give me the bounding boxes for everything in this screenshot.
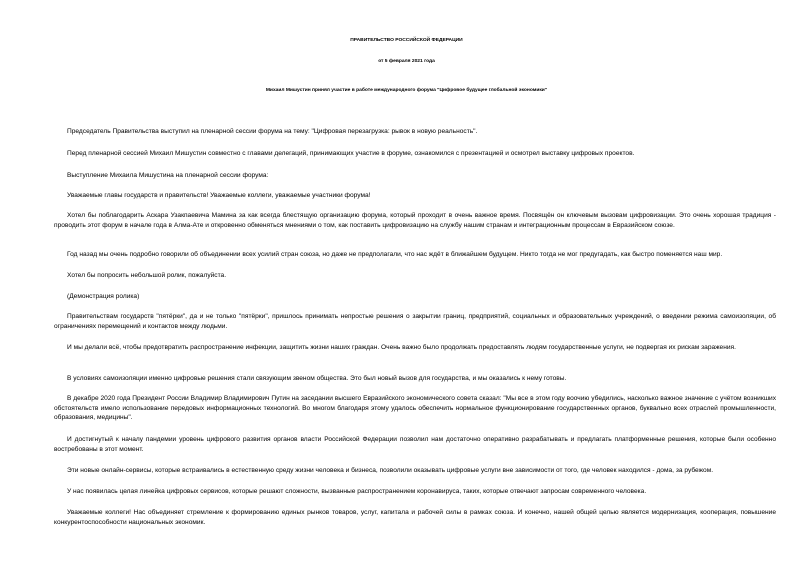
paragraph: Председатель Правительства выступил на пленарной сессии форума на тему: "Цифровая перезагрузка: рывок в новую реальность". bbox=[67, 128, 478, 135]
paragraph: В декабре 2020 года Президент России Владимир Владимирович Путин на заседании высшего Евразийского экономического совета сказал: "Мы все в этом году воочию убедились, насколько важное значение с учётом возникших обстоятельств имело использование передовых информационных технологий. Во многом благодаря этому удалось обеспечить нормальное функционирование государственных органов, буквально всех отраслей промышленности, образования, медицины". bbox=[54, 395, 776, 422]
paragraph: Уважаемые коллеги! Нас объединяет стремление к формированию единых рынков товаров, услуг, капитала и рабочей силы в рамках союза. И конечно, нашей общей целью является модернизация, кооперация, повышение конкурентоспособности национальных экономик. bbox=[54, 509, 776, 526]
paragraph: Год назад мы очень подробно говорили об объединении всех усилий стран союза, но даже не предполагали, что нас ждёт в ближайшем будущем. Никто тогда не мог предугадать, как быстро поменяется наш мир. bbox=[67, 251, 723, 258]
document-date: от 5 февраля 2021 года bbox=[378, 59, 435, 64]
paragraph: Эти новые онлайн-сервисы, которые встраивались в естественную среду жизни человека и бизнеса, позволили оказывать цифровые услуги вне зависимости от того, где человек находился - дома, за рубежом. bbox=[67, 467, 714, 474]
paragraph: Хотел бы поблагодарить Аскара Узакпаевича Мамина за как всегда блестящую организацию форума, который проходит в очень важное время. Посвящён он ключевым вызовам цифровизации. Это очень хорошая традиция - проводить этот форум в начале года в Алма-Ате и откровенно обменяться мнениями о том, как поставить цифровизацию на службу нашим странам и интеграционным процессам в Евразийском союзе. bbox=[54, 212, 776, 229]
document-title: Михаил Мишустин принял участие в работе международного форума "Цифровое будущее глобальной экономики" bbox=[265, 88, 548, 93]
paragraph: В условиях самоизоляции именно цифровые решения стали связующим звеном общества. Это был новый вызов для государства, и мы оказались к нему готовы. bbox=[67, 375, 567, 382]
paragraph: Уважаемые главы государств и правительств! Уважаемые коллеги, уважаемые участники форума! bbox=[67, 192, 371, 199]
paragraph: И достигнутый к началу пандемии уровень цифрового развития органов власти Российской Федерации позволил нам достаточно оперативно разрабатывать и предлагать платформенные решения, которые были особенно востребованы в этот момент. bbox=[54, 436, 776, 453]
document-body bbox=[54, 120, 776, 560]
paragraph: Правительствам государств "пятёрки", да и не только "пятёрки", пришлось принимать непростые решения о закрытии границ, предприятий, социальных и образовательных учреждений, о введении режима самоизоляции, об ограничениях перемещений и контактов между людьми. bbox=[54, 313, 776, 330]
organization-header: ПРАВИТЕЛЬСТВО РОССИЙСКОЙ ФЕДЕРАЦИИ bbox=[350, 38, 463, 43]
paragraph: (Демонстрация ролика) bbox=[67, 293, 140, 300]
paragraph: Перед пленарной сессией Михаил Мишустин совместно с главами делегаций, принимающих участие в форуме, ознакомился с презентацией и осмотрел выставку цифровых проектов. bbox=[67, 150, 635, 157]
paragraph: И мы делали всё, чтобы предотвратить распространение инфекции, защитить жизни наших граждан. Очень важно было продолжать предоставлять людям государственные услуги, не подвергая их рискам заражения. bbox=[67, 344, 736, 351]
paragraph: Хотел бы попросить небольшой ролик, пожалуйста. bbox=[67, 272, 227, 279]
paragraph: У нас появилась целая линейка цифровых сервисов, которые решают сложности, вызванные распространением коронавируса, таких, которые отвечают запросам современного человека. bbox=[67, 488, 647, 495]
paragraph: Выступление Михаила Мишустина на пленарной сессии форума: bbox=[67, 172, 269, 179]
